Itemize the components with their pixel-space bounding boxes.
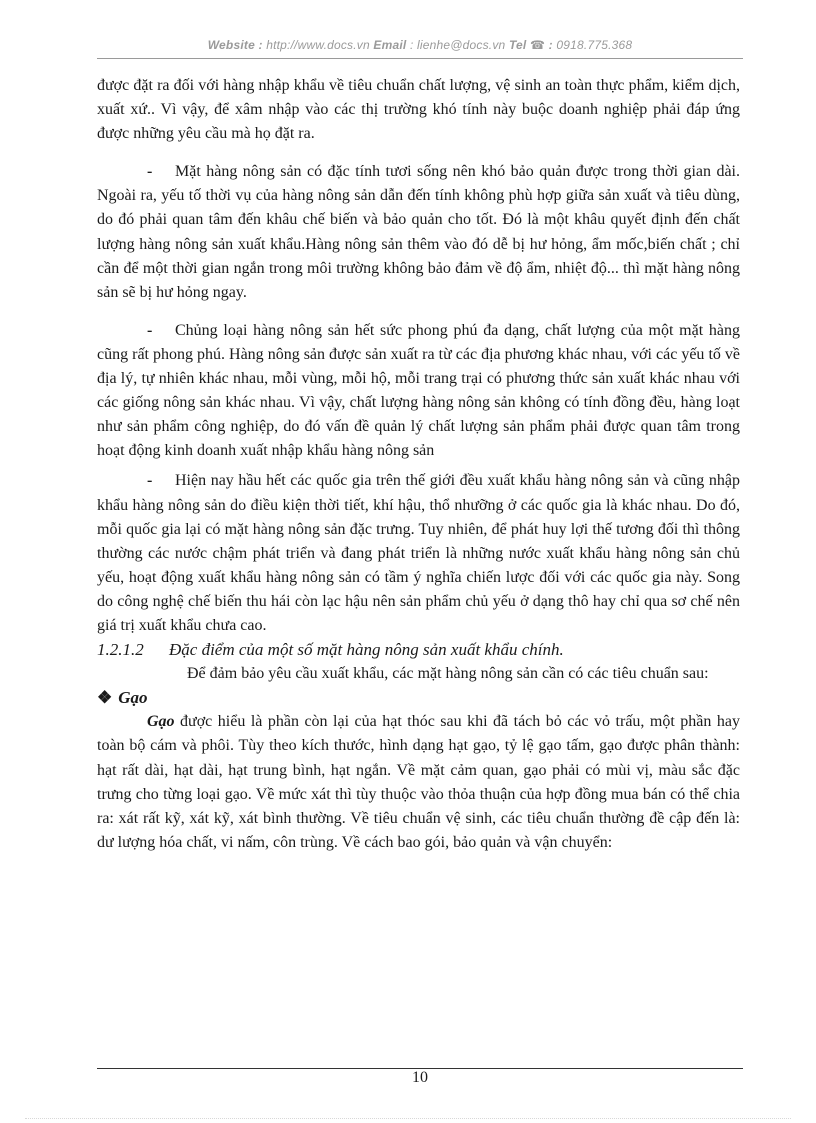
bullet-title: Gạo: [118, 688, 148, 708]
dash-marker: -: [147, 321, 153, 339]
paragraph-3-text: Chủng loại hàng nông sản hết sức phong phú đa dạng, chất lượng của một mặt hàng cũng rất phong phú. Hàng nông sản được sản xuất ra từ các địa phương khác nhau, với các yếu tố về địa lý, tự nhiên khác nhau, mỗi vùng, mỗi hộ, mỗi trang trại có phương thức sản xuất khác nhau với các giống nông sản khác nhau. Vì vậy, chất lượng hàng nông sản không có tính đồng đều, hàng loạt như sản phẩm công nghiệp, do đó vấn đề quản lý chất lượng sản phẩm phải được quan tâm trong hoạt động kinh doanh xuất nhập khẩu hàng nông sản: [97, 321, 740, 460]
paragraph-5: [97, 710, 740, 855]
paragraph-2: [97, 160, 740, 305]
section-heading: [97, 638, 740, 662]
page-bottom-border: [25, 1118, 791, 1119]
paragraph-3: [97, 319, 740, 464]
section-intro: Để đảm bảo yêu cầu xuất khẩu, các mặt hàng nông sản cần có các tiêu chuẩn sau:: [187, 665, 709, 683]
header-divider: [97, 58, 743, 59]
diamond-bullet-icon: ❖: [97, 688, 113, 708]
tel-value: 0918.775.368: [556, 38, 633, 52]
paragraph-5-text: được hiểu là phần còn lại của hạt thóc sau khi đã tách bỏ các vỏ trấu, một phần hay toàn bộ cám và phôi. Tùy theo kích thước, hình dạng hạt gạo, tỷ lệ gạo tấm, gạo được phân thành: hạt rất dài, hạt dài, hạt trung bình, hạt ngắn. Về mặt cảm quan, gạo phải có mùi vị, màu sắc đặc trưng cho từng loại gạo. Về mức xát thì tùy thuộc vào thỏa thuận của hợp đồng mua bán có thể chia ra: xát rất kỹ, xát kỹ, xát bình thường. Về tiêu chuẩn vệ sinh, các tiêu chuẩn thường đề cập đến là: dư lượng hóa chất, vi nấm, côn trùng. Về cách bao gói, bảo quản và vận chuyển:: [97, 713, 740, 851]
email-label: Email: [373, 38, 407, 52]
paragraph-1: được đặt ra đối với hàng nhập khẩu về tiêu chuẩn chất lượng, vệ sinh an toàn thực phẩm, kiểm dịch, xuất xứ.. Vì vậy, để xâm nhập vào các thị trường khó tính này buộc doanh nghiệp phải đáp ứng được những yêu cầu mà họ đặt ra.: [97, 77, 740, 143]
website-label: Website :: [207, 38, 263, 52]
email-value[interactable]: : lienhe@docs.vn: [409, 38, 506, 52]
dash-marker: -: [147, 472, 153, 490]
paragraph-4-text: Hiện nay hầu hết các quốc gia trên thế giới đều xuất khẩu hàng nông sản và cũng nhập khẩu hàng nông sản do điều kiện thời tiết, khí hậu, thổ nhưỡng ở các quốc gia là khác nhau. Do đó, mỗi quốc gia lại có mặt hàng nông sản đặc trưng. Tuy nhiên, để phát huy lợi thế tương đối thì thông thường các nước chậm phát triển và đang phát triển là những nước xuất khẩu hàng nông sản chủ yếu, hoạt động xuất khẩu hàng nông sản có tầm ý nghĩa chiến lược đối với các quốc gia này. Song do công nghệ chế biến thu hái còn lạc hậu nên sản phẩm chủ yếu ở dạng thô hay chỉ qua sơ chế nên giá trị xuất khẩu chưa cao.: [97, 472, 740, 634]
page-number: 10: [412, 1069, 428, 1086]
dash-marker: -: [147, 163, 153, 181]
section-number: 1.2.1.2: [97, 640, 144, 660]
paragraph-2-text: Mặt hàng nông sản có đặc tính tươi sống nên khó bảo quản được trong thời gian dài. Ngoài ra, yếu tố thời vụ của hàng nông sản dẫn đến tính không phù hợp giữa sản xuất và tiêu dùng, do đó phải quan tâm đến khâu chế biến và bảo quản cho tốt. Đó là một khâu quyết định đến chất lượng hàng nông sản xuất khẩu.Hàng nông sản thêm vào đó dễ bị hư hỏng, ẩm mốc,biến chất ; chỉ cần để một thời gian ngắn trong môi trường không bảo đảm về độ ẩm, nhiệt độ... thì mặt hàng nông sản sẽ bị hư hỏng ngay.: [97, 163, 740, 301]
paragraph-5-lead: Gạo: [147, 713, 175, 731]
document-body: [97, 74, 740, 855]
tel-label: Tel ☎ :: [508, 38, 553, 52]
paragraph-4: [97, 469, 740, 638]
page-header: [97, 38, 743, 52]
section-title: Đặc điểm của một số mặt hàng nông sản xuất khẩu chính.: [169, 640, 564, 660]
website-url[interactable]: http://www.docs.vn: [266, 38, 370, 52]
bullet-heading-rice: [97, 686, 740, 710]
